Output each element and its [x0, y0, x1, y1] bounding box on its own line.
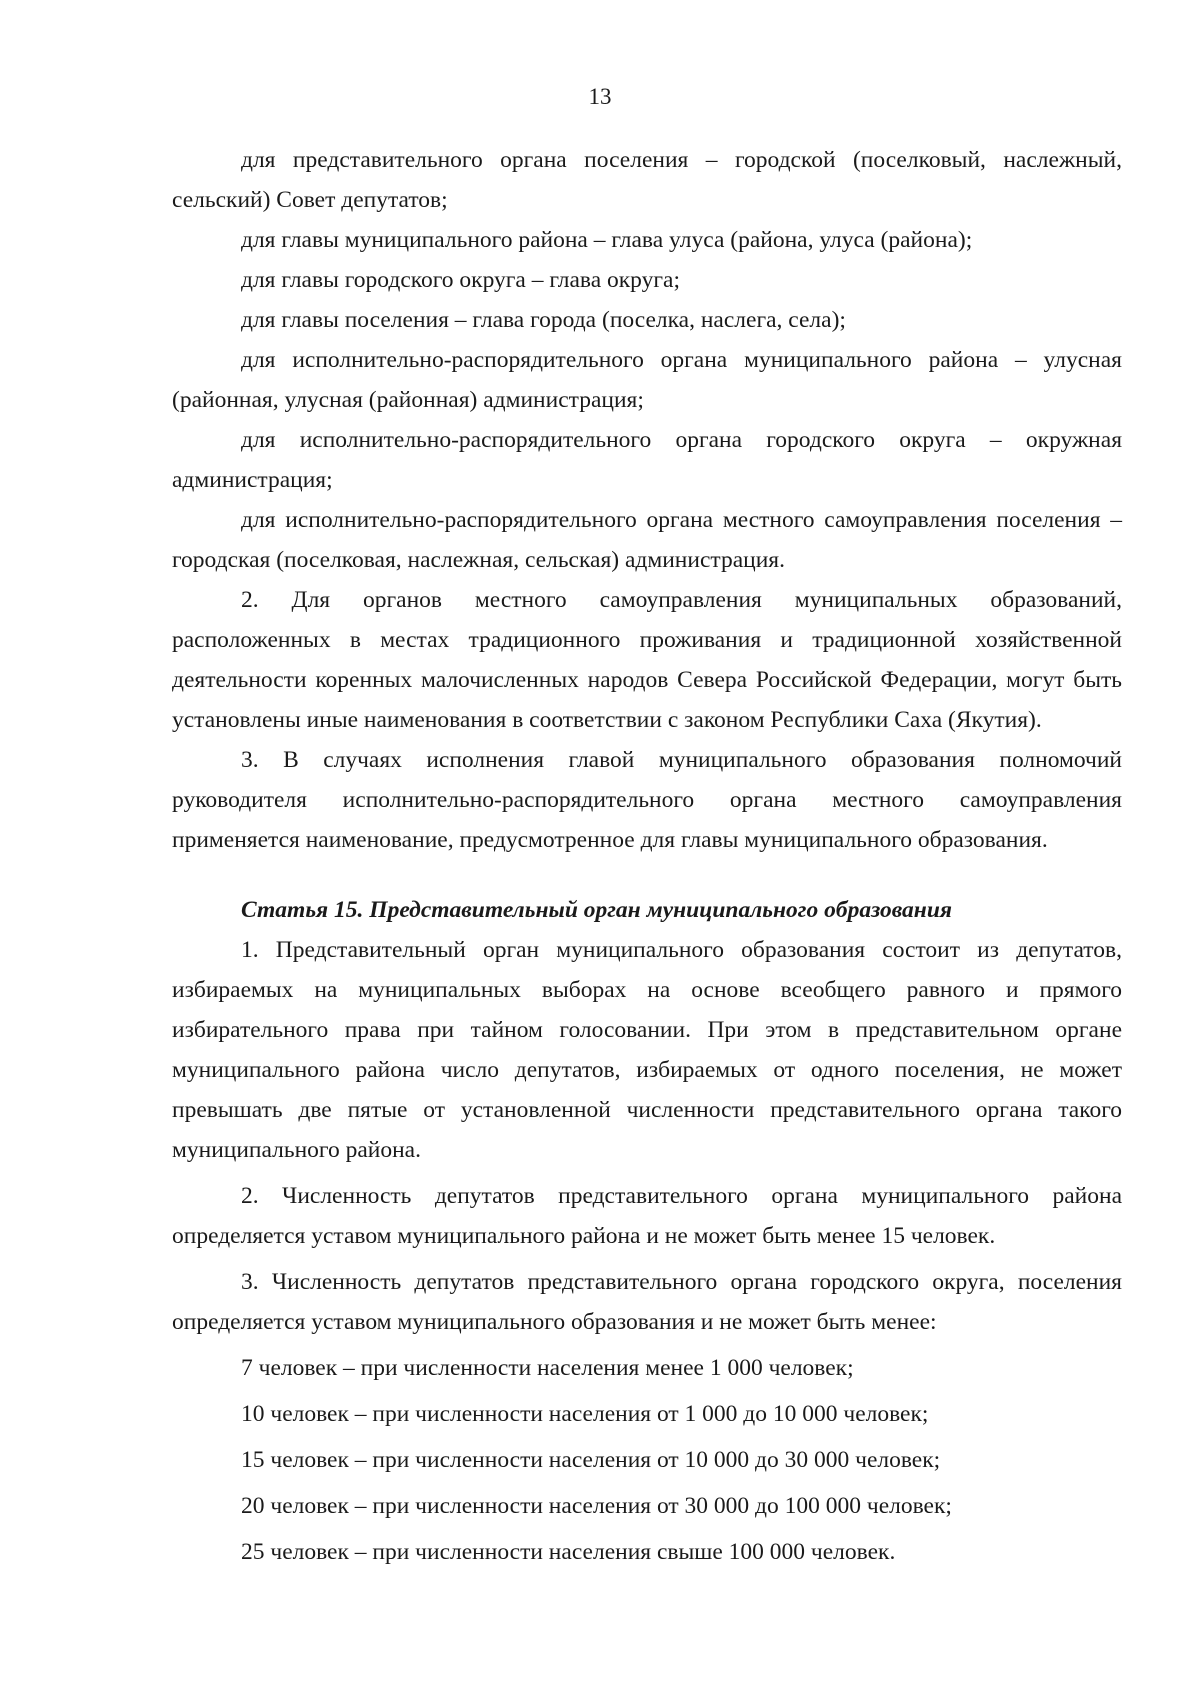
list-item: 15 человек – при численности населения от 10 000 до 30 000 человек; — [241, 1447, 941, 1473]
paragraph: для представительного органа поселения – городской (поселковый, наслежный, сельский) Совет депутатов; — [172, 147, 1122, 213]
list-item: 10 человек – при численности населения от 1 000 до 10 000 человек; — [241, 1401, 929, 1427]
paragraph: 2. Для органов местного самоуправления муниципальных образований, расположенных в местах традиционного проживания и традиционной хозяйственной деятельности коренных малочисленных народов Севера Российской Федерации, могут быть установлены иные наименования в соответствии с законом Республики Саха (Якутия). — [172, 587, 1122, 733]
article-title: Статья 15. Представительный орган муниципального образования — [241, 897, 953, 923]
paragraph: 2. Численность депутатов представительного органа муниципального района определяется уставом муниципального района и не может быть менее 15 человек. — [172, 1183, 1122, 1249]
paragraph: 3. Численность депутатов представительного органа городского округа, поселения определяется уставом муниципального образования и не может быть менее: — [172, 1269, 1122, 1335]
page-number: 13 — [588, 84, 612, 109]
paragraph: для главы муниципального района – глава улуса (района, улуса (района); — [241, 227, 973, 253]
list-item: 20 человек – при численности населения от 30 000 до 100 000 человек; — [241, 1493, 952, 1519]
paragraph: 3. В случаях исполнения главой муниципального образования полномочий руководителя исполнительно-распорядительного органа местного самоуправления применяется наименование, предусмотренное для главы муниципального образования. — [172, 747, 1122, 853]
list-item: 25 человек – при численности населения свыше 100 000 человек. — [241, 1539, 896, 1565]
paragraph: для исполнительно-распорядительного органа местного самоуправления поселения – городская (поселковая, наслежная, сельская) администрация. — [172, 507, 1122, 573]
paragraph: для главы городского округа – глава округа; — [241, 267, 680, 293]
list-item: 7 человек – при численности населения менее 1 000 человек; — [241, 1355, 854, 1381]
paragraph: для главы поселения – глава города (поселка, наслега, села); — [241, 307, 846, 333]
paragraph: 1. Представительный орган муниципального образования состоит из депутатов, избираемых на муниципальных выборах на основе всеобщего равного и прямого избирательного права при тайном голосовании. При этом в представительном органе муниципального района число депутатов, избираемых от одного поселения, не может превышать две пятые от установленной численности представительного органа такого муниципального района. — [172, 937, 1122, 1163]
paragraph: для исполнительно-распорядительного органа муниципального района – улусная (районная, улусная (районная) администрация; — [172, 347, 1122, 413]
paragraph: для исполнительно-распорядительного органа городского округа – окружная администрация; — [172, 427, 1122, 493]
document-body — [172, 140, 1122, 1572]
